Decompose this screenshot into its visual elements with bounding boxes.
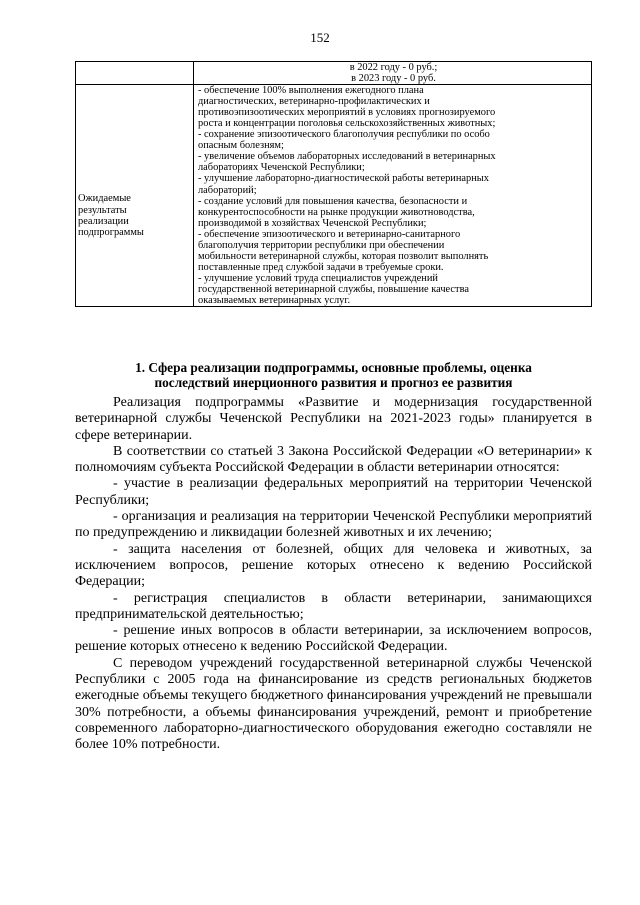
result-line: государственной ветеринарной службы, повышение качества <box>198 283 469 295</box>
table-cell-funding <box>194 62 592 85</box>
label-line: подпрограммы <box>78 226 144 238</box>
table-cell-empty-label <box>76 62 194 85</box>
subprogram-table <box>75 61 592 307</box>
funding-line: в 2023 году - 0 руб. <box>351 73 436 85</box>
result-line: благополучия территории республики при обеспечении <box>198 239 445 251</box>
result-line: мобильности ветеринарной службы, которая позволит выполнять <box>198 250 489 262</box>
section-heading-line: 1. Сфера реализации подпрограммы, основные проблемы, оценка <box>135 360 532 375</box>
result-line: - сохранение эпизоотического благополучия республики по особо <box>198 129 490 141</box>
result-line: лабораториях Чеченской Республики; <box>198 162 365 174</box>
result-line: противоэпизоотических мероприятий в условиях прогнозируемого <box>198 107 496 119</box>
result-line: роста и концентрации поголовья сельскохозяйственных животных; <box>198 118 496 130</box>
result-line: - создание условий для повышения качества, безопасности и <box>198 195 468 207</box>
result-line: лабораторий; <box>198 184 257 196</box>
result-line: - улучшение лабораторно-диагностической работы ветеринарных <box>198 173 489 185</box>
result-line: оказываемых ветеринарных услуг. <box>198 294 351 306</box>
list-item: - решение иных вопросов в области ветеринарии, за исключением вопросов, решение которых отнесено к ведению Российской Федерации. <box>75 623 592 655</box>
table-cell-expected-results <box>194 85 592 307</box>
label-line: реализации <box>78 215 129 227</box>
table-row-funding <box>76 62 592 85</box>
list-item: - защита населения от болезней, общих для человека и животных, за исключением вопросов, решение которых отнесено к ведению Российской Федерации; <box>75 541 592 590</box>
result-line: - обеспечение эпизоотического и ветеринарно-санитарного <box>198 228 461 240</box>
list-item: - регистрация специалистов в области ветеринарии, занимающихся предпринимательской деятельностью; <box>75 590 592 622</box>
table-cell-expected-results-label <box>76 85 194 307</box>
paragraph: С переводом учреждений государственной ветеринарной службы Чеченской Республики с 2005 года на финансирование из средств региональных бюджетов ежегодные объемы текущего бюджетного финансирования учреждений не превышали 30% потребности, а объемы финансирования учреждений, ремонт и приобретение современного лабораторно-диагностического оборудования ежегодно составляли не более 10% потребности. <box>75 655 592 753</box>
list-item: - организация и реализация на территории Чеченской Республики мероприятий по предупреждению и ликвидации болезней животных и их лечению; <box>75 509 592 541</box>
section-heading <box>75 360 592 390</box>
section-heading-line: последствий инерционного развития и прогноз ее развития <box>154 375 513 390</box>
label-line: Ожидаемые <box>78 193 131 205</box>
result-line: диагностических, ветеринарно-профилактических и <box>198 96 430 108</box>
result-line: - увеличение объемов лабораторных исследований в ветеринарных <box>198 151 496 163</box>
list-item: - участие в реализации федеральных мероприятий на территории Чеченской Республики; <box>75 476 592 508</box>
result-line: - обеспечение 100% выполнения ежегодного плана <box>198 85 424 97</box>
result-line: - улучшение условий труда специалистов учреждений <box>198 272 438 284</box>
page-number: 152 <box>310 30 330 45</box>
paragraph: В соответствии со статьей 3 Закона Российской Федерации «О ветеринарии» к полномочиям субъекта Российской Федерации в области ветеринарии относятся: <box>75 443 592 476</box>
result-line: производимой в хозяйствах Чеченской Республики; <box>198 217 427 229</box>
table-row-expected-results <box>76 85 592 307</box>
result-line: конкурентоспособности на рынке продукции животноводства, <box>198 206 475 218</box>
paragraph: Реализация подпрограммы «Развитие и модернизация государственной ветеринарной службы Чеченской Республики на 2021-2023 годы» планируется в сфере ветеринарии. <box>75 395 592 443</box>
label-line: результаты <box>78 204 127 216</box>
funding-line: в 2022 году - 0 руб.; <box>349 62 438 73</box>
section-body <box>75 395 592 754</box>
result-line: поставленные пред службой задачи в требуемые сроки. <box>198 261 444 273</box>
result-line: опасным болезням; <box>198 140 284 152</box>
